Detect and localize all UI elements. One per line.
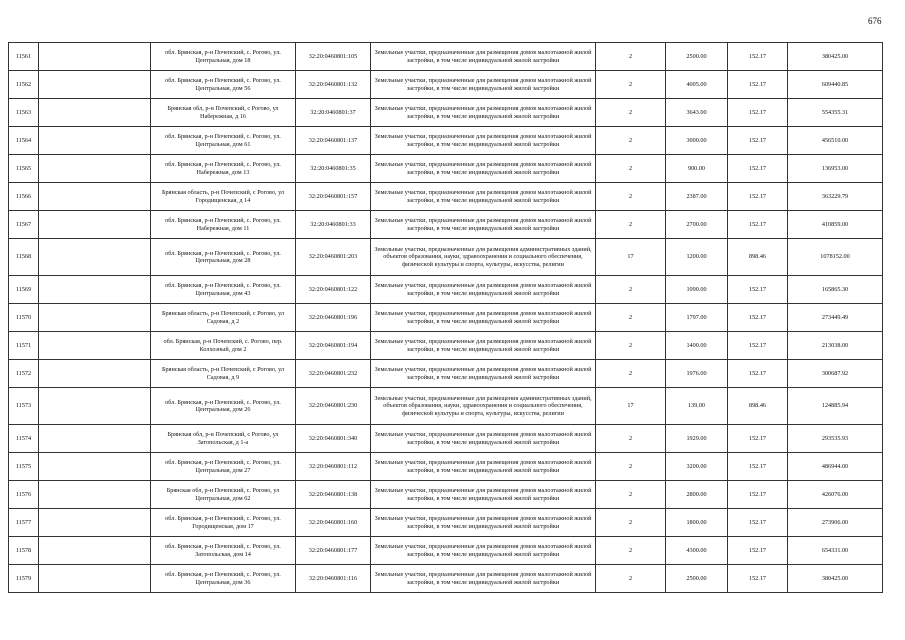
group-code-cell: 2 xyxy=(596,332,666,360)
table-row xyxy=(9,453,883,481)
specific-value-cell: 898.46 xyxy=(728,388,788,425)
cadastral-number-cell: 32:20:0460801:138 xyxy=(296,481,371,509)
blank-cell xyxy=(39,360,151,388)
group-code-cell: 2 xyxy=(596,183,666,211)
group-code-cell: 2 xyxy=(596,211,666,239)
blank-cell xyxy=(39,565,151,593)
row-number-cell: 11562 xyxy=(9,71,39,99)
cadastral-value-cell: 410859.00 xyxy=(788,211,883,239)
specific-value-cell: 898.46 xyxy=(728,239,788,276)
cadastral-number-cell: 32:20:0460801:116 xyxy=(296,565,371,593)
specific-value-cell: 152.17 xyxy=(728,537,788,565)
cadastral-number-cell: 32:20:0460801:177 xyxy=(296,537,371,565)
cadastral-number-cell: 32:20:0460801:340 xyxy=(296,425,371,453)
group-code-cell: 2 xyxy=(596,71,666,99)
address-cell: обл. Брянская, р-н Почепский, с. Рогово, ул. Центральная, дом 27 xyxy=(151,453,296,481)
address-cell: обл. Брянская, р-н Почепский, с. Рогово, ул. Центральная, дом 18 xyxy=(151,43,296,71)
cadastral-number-cell: 32:20:0460801:122 xyxy=(296,276,371,304)
specific-value-cell: 152.17 xyxy=(728,155,788,183)
blank-cell xyxy=(39,127,151,155)
row-number-cell: 11569 xyxy=(9,276,39,304)
cadastral-value-cell: 380425.00 xyxy=(788,43,883,71)
table-row xyxy=(9,155,883,183)
table-row xyxy=(9,360,883,388)
land-use-cell: Земельные участки, предназначенные для размещения домов малоэтажной жилой застройки, в том числе индивидуальной жилой застройки xyxy=(371,481,596,509)
blank-cell xyxy=(39,155,151,183)
area-cell: 2500.00 xyxy=(666,565,728,593)
table-row xyxy=(9,332,883,360)
group-code-cell: 2 xyxy=(596,155,666,183)
cadastral-value-cell: 486944.00 xyxy=(788,453,883,481)
cadastral-number-cell: 32:20:0460801:37 xyxy=(296,99,371,127)
row-number-cell: 11567 xyxy=(9,211,39,239)
land-use-cell: Земельные участки, предназначенные для размещения домов малоэтажной жилой застройки, в том числе индивидуальной жилой застройки xyxy=(371,43,596,71)
blank-cell xyxy=(39,509,151,537)
land-use-cell: Земельные участки, предназначенные для размещения домов малоэтажной жилой застройки, в том числе индивидуальной жилой застройки xyxy=(371,304,596,332)
area-cell: 1976.00 xyxy=(666,360,728,388)
blank-cell xyxy=(39,304,151,332)
group-code-cell: 2 xyxy=(596,127,666,155)
cadastral-value-cell: 426076.00 xyxy=(788,481,883,509)
group-code-cell: 2 xyxy=(596,360,666,388)
area-cell: 1800.00 xyxy=(666,509,728,537)
row-number-cell: 11576 xyxy=(9,481,39,509)
land-use-cell: Земельные участки, предназначенные для размещения административных зданий, объектов образования, науки, здравоохранения и социального обеспечения, физической культуры и спорта, культуры, искусства, религии xyxy=(371,239,596,276)
area-cell: 3643.00 xyxy=(666,99,728,127)
cadastral-value-cell: 293535.93 xyxy=(788,425,883,453)
specific-value-cell: 152.17 xyxy=(728,99,788,127)
cadastral-number-cell: 32:20:0460801:132 xyxy=(296,71,371,99)
table-row xyxy=(9,276,883,304)
specific-value-cell: 152.17 xyxy=(728,276,788,304)
cadastral-number-cell: 32:20:0460801:33 xyxy=(296,211,371,239)
row-number-cell: 11570 xyxy=(9,304,39,332)
blank-cell xyxy=(39,276,151,304)
table-row xyxy=(9,537,883,565)
cadastral-value-cell: 124885.94 xyxy=(788,388,883,425)
area-cell: 4005.00 xyxy=(666,71,728,99)
blank-cell xyxy=(39,211,151,239)
address-cell: Брянская область, р-н Почепский, с Рогово, ул Садовая, д 2 xyxy=(151,304,296,332)
cadastral-number-cell: 32:20:0460801:157 xyxy=(296,183,371,211)
cadastral-number-cell: 32:20:0460801:112 xyxy=(296,453,371,481)
land-use-cell: Земельные участки, предназначенные для размещения домов малоэтажной жилой застройки, в том числе индивидуальной жилой застройки xyxy=(371,537,596,565)
cadastral-value-cell: 165865.30 xyxy=(788,276,883,304)
address-cell: обл. Брянская, р-н Почепский, с. Рогово, ул. Городищенская, дом 17 xyxy=(151,509,296,537)
area-cell: 900.00 xyxy=(666,155,728,183)
cadastral-number-cell: 32:20:0460801:230 xyxy=(296,388,371,425)
row-number-cell: 11565 xyxy=(9,155,39,183)
table-row xyxy=(9,425,883,453)
group-code-cell: 2 xyxy=(596,565,666,593)
address-cell: обл. Брянская, р-н Почепский, с. Рогово, ул. Центральная, дом 56 xyxy=(151,71,296,99)
table-row xyxy=(9,211,883,239)
land-use-cell: Земельные участки, предназначенные для размещения домов малоэтажной жилой застройки, в том числе индивидуальной жилой застройки xyxy=(371,360,596,388)
table-row xyxy=(9,388,883,425)
land-use-cell: Земельные участки, предназначенные для размещения домов малоэтажной жилой застройки, в том числе индивидуальной жилой застройки xyxy=(371,425,596,453)
blank-cell xyxy=(39,183,151,211)
blank-cell xyxy=(39,99,151,127)
specific-value-cell: 152.17 xyxy=(728,360,788,388)
group-code-cell: 2 xyxy=(596,537,666,565)
group-code-cell: 2 xyxy=(596,99,666,127)
area-cell: 1090.00 xyxy=(666,276,728,304)
blank-cell xyxy=(39,453,151,481)
blank-cell xyxy=(39,537,151,565)
address-cell: обл. Брянская, р-н Почепский, с. Рогово, ул. Затопольская, дом 14 xyxy=(151,537,296,565)
address-cell: обл. Брянская, р-н Почепский, с. Рогово, ул. Центральная, дом 26 xyxy=(151,388,296,425)
table-row xyxy=(9,43,883,71)
land-use-cell: Земельные участки, предназначенные для размещения административных зданий, объектов образования, науки, здравоохранения и социального обеспечения, физической культуры и спорта, культуры, искусства, религии xyxy=(371,388,596,425)
land-use-cell: Земельные участки, предназначенные для размещения домов малоэтажной жилой застройки, в том числе индивидуальной жилой застройки xyxy=(371,71,596,99)
cadastral-number-cell: 32:20:0460801:160 xyxy=(296,509,371,537)
cadastral-number-cell: 32:20:0460801:194 xyxy=(296,332,371,360)
address-cell: обл. Брянская, р-н Почепский, с. Рогово, пер. Колхозный, дом 2 xyxy=(151,332,296,360)
row-number-cell: 11573 xyxy=(9,388,39,425)
row-number-cell: 11577 xyxy=(9,509,39,537)
area-cell: 2700.00 xyxy=(666,211,728,239)
area-cell: 1929.00 xyxy=(666,425,728,453)
specific-value-cell: 152.17 xyxy=(728,71,788,99)
row-number-cell: 11568 xyxy=(9,239,39,276)
row-number-cell: 11578 xyxy=(9,537,39,565)
cadastral-value-cell: 213038.00 xyxy=(788,332,883,360)
cadastral-value-cell: 300687.92 xyxy=(788,360,883,388)
specific-value-cell: 152.17 xyxy=(728,425,788,453)
specific-value-cell: 152.17 xyxy=(728,127,788,155)
cadastral-value-cell: 554355.31 xyxy=(788,99,883,127)
table-row xyxy=(9,239,883,276)
cadastral-number-cell: 32:20:0460801:35 xyxy=(296,155,371,183)
cadastral-value-table xyxy=(8,42,883,593)
group-code-cell: 2 xyxy=(596,304,666,332)
blank-cell xyxy=(39,239,151,276)
cadastral-number-cell: 32:20:0460801:137 xyxy=(296,127,371,155)
table-row xyxy=(9,565,883,593)
row-number-cell: 11564 xyxy=(9,127,39,155)
row-number-cell: 11561 xyxy=(9,43,39,71)
cadastral-value-cell: 273906.00 xyxy=(788,509,883,537)
area-cell: 4300.00 xyxy=(666,537,728,565)
address-cell: обл. Брянская, р-н Почепский, с. Рогово, ул. Центральная, дом 36 xyxy=(151,565,296,593)
address-cell: обл. Брянская, р-н Почепский, с. Рогово, ул. Центральная, дом 43 xyxy=(151,276,296,304)
cadastral-value-cell: 380425.00 xyxy=(788,565,883,593)
group-code-cell: 2 xyxy=(596,453,666,481)
land-use-cell: Земельные участки, предназначенные для размещения домов малоэтажной жилой застройки, в том числе индивидуальной жилой застройки xyxy=(371,99,596,127)
area-cell: 2500.00 xyxy=(666,43,728,71)
land-use-cell: Земельные участки, предназначенные для размещения домов малоэтажной жилой застройки, в том числе индивидуальной жилой застройки xyxy=(371,509,596,537)
table-row xyxy=(9,304,883,332)
table-row xyxy=(9,481,883,509)
cadastral-value-cell: 654331.00 xyxy=(788,537,883,565)
cadastral-number-cell: 32:20:0460801:105 xyxy=(296,43,371,71)
cadastral-number-cell: 32:20:0460801:232 xyxy=(296,360,371,388)
land-use-cell: Земельные участки, предназначенные для размещения домов малоэтажной жилой застройки, в том числе индивидуальной жилой застройки xyxy=(371,155,596,183)
address-cell: Брянская область, р-н Почепский, с Рогово, ул Садовая, д 9 xyxy=(151,360,296,388)
specific-value-cell: 152.17 xyxy=(728,565,788,593)
address-cell: Брянская обл, р-н Почепский, с. Рогово, ул Центральная, дом 62 xyxy=(151,481,296,509)
area-cell: 2800.00 xyxy=(666,481,728,509)
blank-cell xyxy=(39,71,151,99)
cadastral-value-cell: 456510.00 xyxy=(788,127,883,155)
land-use-cell: Земельные участки, предназначенные для размещения домов малоэтажной жилой застройки, в том числе индивидуальной жилой застройки xyxy=(371,565,596,593)
group-code-cell: 2 xyxy=(596,481,666,509)
land-use-cell: Земельные участки, предназначенные для размещения домов малоэтажной жилой застройки, в том числе индивидуальной жилой застройки xyxy=(371,183,596,211)
land-use-cell: Земельные участки, предназначенные для размещения домов малоэтажной жилой застройки, в том числе индивидуальной жилой застройки xyxy=(371,332,596,360)
specific-value-cell: 152.17 xyxy=(728,304,788,332)
specific-value-cell: 152.17 xyxy=(728,481,788,509)
row-number-cell: 11574 xyxy=(9,425,39,453)
land-use-cell: Земельные участки, предназначенные для размещения домов малоэтажной жилой застройки, в том числе индивидуальной жилой застройки xyxy=(371,211,596,239)
row-number-cell: 11572 xyxy=(9,360,39,388)
cadastral-value-cell: 609440.85 xyxy=(788,71,883,99)
area-cell: 139.00 xyxy=(666,388,728,425)
row-number-cell: 11575 xyxy=(9,453,39,481)
address-cell: Брянская обл, р-н Почепский, с Рогово, ул Набережная, д 16 xyxy=(151,99,296,127)
land-use-cell: Земельные участки, предназначенные для размещения домов малоэтажной жилой застройки, в том числе индивидуальной жилой застройки xyxy=(371,127,596,155)
address-cell: обл. Брянская, р-н Почепский, с. Рогово, ул. Центральная, дом 61 xyxy=(151,127,296,155)
land-use-cell: Земельные участки, предназначенные для размещения домов малоэтажной жилой застройки, в том числе индивидуальной жилой застройки xyxy=(371,276,596,304)
group-code-cell: 17 xyxy=(596,388,666,425)
specific-value-cell: 152.17 xyxy=(728,453,788,481)
area-cell: 1797.00 xyxy=(666,304,728,332)
specific-value-cell: 152.17 xyxy=(728,183,788,211)
blank-cell xyxy=(39,332,151,360)
blank-cell xyxy=(39,425,151,453)
cadastral-value-cell: 273449.49 xyxy=(788,304,883,332)
area-cell: 2387.00 xyxy=(666,183,728,211)
specific-value-cell: 152.17 xyxy=(728,211,788,239)
group-code-cell: 2 xyxy=(596,425,666,453)
blank-cell xyxy=(39,481,151,509)
table-row xyxy=(9,183,883,211)
address-cell: обл. Брянская, р-н Почепский, с. Рогово, ул. Набережная, дом 11 xyxy=(151,211,296,239)
area-cell: 3000.00 xyxy=(666,127,728,155)
specific-value-cell: 152.17 xyxy=(728,43,788,71)
table-row xyxy=(9,509,883,537)
address-cell: Брянская область, р-н Почепский, с Рогово, ул Городищенская, д 14 xyxy=(151,183,296,211)
address-cell: обл. Брянская, р-н Почепский, с. Рогово, ул. Набережная, дом 13 xyxy=(151,155,296,183)
area-cell: 1200.00 xyxy=(666,239,728,276)
row-number-cell: 11571 xyxy=(9,332,39,360)
blank-cell xyxy=(39,43,151,71)
group-code-cell: 2 xyxy=(596,43,666,71)
cadastral-value-cell: 136953.00 xyxy=(788,155,883,183)
cadastral-value-cell: 1078152.00 xyxy=(788,239,883,276)
row-number-cell: 11563 xyxy=(9,99,39,127)
group-code-cell: 2 xyxy=(596,509,666,537)
area-cell: 3200.00 xyxy=(666,453,728,481)
page-number: 676 xyxy=(868,16,882,26)
address-cell: Брянская обл, р-н Почепский, с Рогово, ул Затопольская, д 1-а xyxy=(151,425,296,453)
table-row xyxy=(9,99,883,127)
group-code-cell: 17 xyxy=(596,239,666,276)
table-row xyxy=(9,71,883,99)
group-code-cell: 2 xyxy=(596,276,666,304)
area-cell: 1400.00 xyxy=(666,332,728,360)
cadastral-number-cell: 32:20:0460801:196 xyxy=(296,304,371,332)
blank-cell xyxy=(39,388,151,425)
land-use-cell: Земельные участки, предназначенные для размещения домов малоэтажной жилой застройки, в том числе индивидуальной жилой застройки xyxy=(371,453,596,481)
table-row xyxy=(9,127,883,155)
row-number-cell: 11579 xyxy=(9,565,39,593)
specific-value-cell: 152.17 xyxy=(728,332,788,360)
cadastral-value-cell: 363229.79 xyxy=(788,183,883,211)
row-number-cell: 11566 xyxy=(9,183,39,211)
address-cell: обл. Брянская, р-н Почепский, с. Рогово, ул. Центральная, дом 28 xyxy=(151,239,296,276)
specific-value-cell: 152.17 xyxy=(728,509,788,537)
cadastral-number-cell: 32:20:0460801:203 xyxy=(296,239,371,276)
